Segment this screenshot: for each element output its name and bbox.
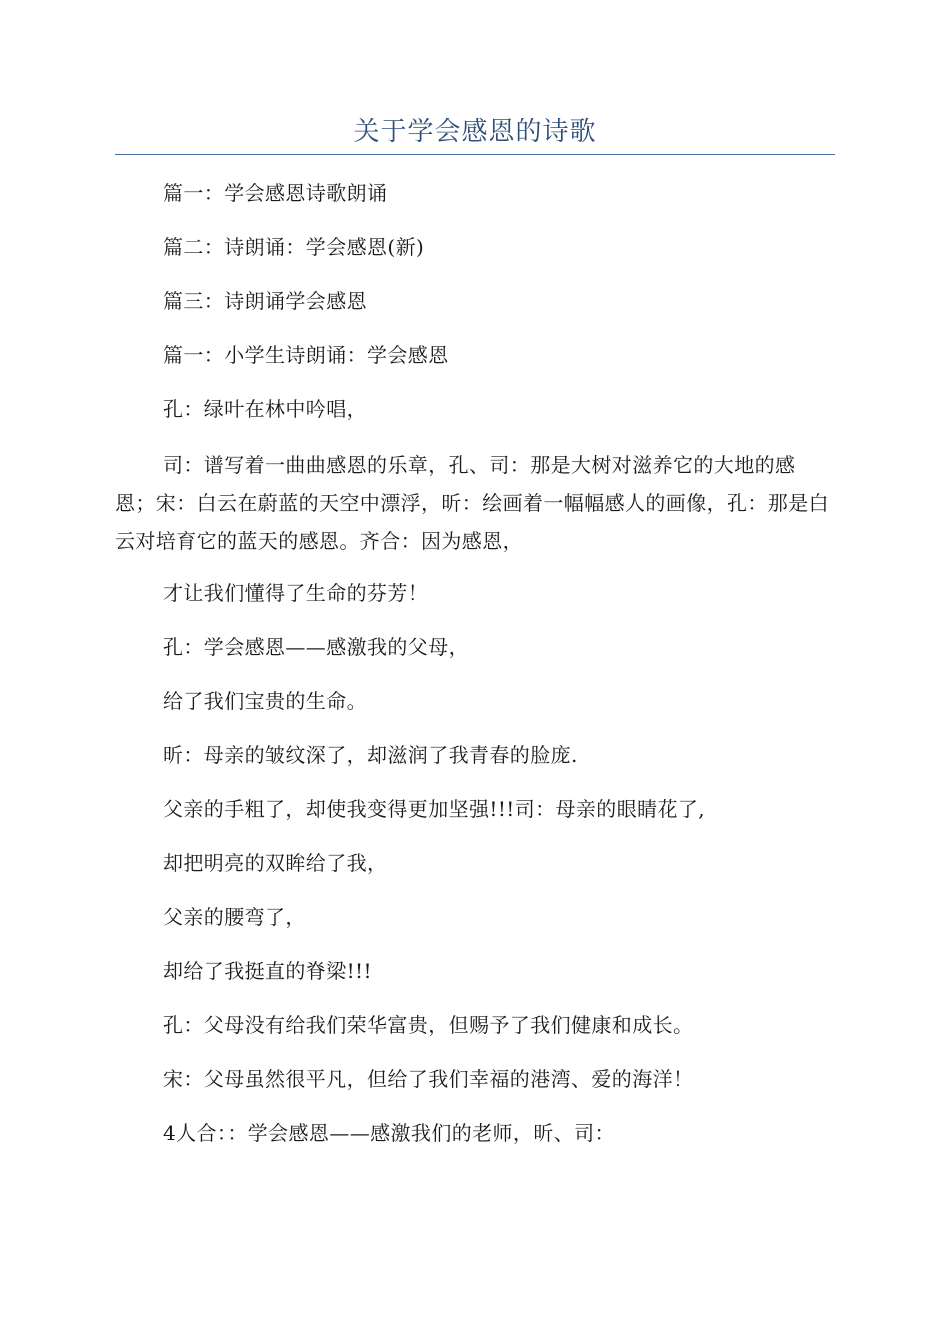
paragraph: 篇二：诗朗诵：学会感恩(新)	[163, 235, 425, 259]
paragraph: 孔：学会感恩——感激我的父母，	[163, 635, 469, 659]
paragraph: 昕：母亲的皱纹深了，却滋润了我青春的脸庞.	[163, 743, 578, 767]
paragraph: 孔：绿叶在林中吟唱，	[163, 397, 367, 421]
paragraph: 却给了我挺直的脊梁!!!	[163, 959, 372, 983]
paragraph: 给了我们宝贵的生命。	[163, 689, 367, 713]
paragraph: 篇一：小学生诗朗诵：学会感恩	[163, 343, 449, 367]
paragraph: 司：谱写着一曲曲感恩的乐章，孔、司：那是大树对滋养它的大地的感恩；宋：白云在蔚蓝的天空中漂浮，昕：绘画着一幅幅感人的画像，孔：那是白云对培育它的蓝天的感恩。齐合：因为感恩，	[115, 453, 829, 553]
paragraph: 却把明亮的双眸给了我，	[163, 851, 388, 875]
paragraph: 父亲的腰弯了，	[163, 905, 306, 929]
document-body	[115, 176, 835, 1170]
paragraph: 孔：父母没有给我们荣华富贵，但赐予了我们健康和成长。	[163, 1013, 694, 1037]
paragraph: 4人合：：学会感恩——感激我们的老师，昕、司：	[163, 1121, 615, 1145]
paragraph: 篇一：学会感恩诗歌朗诵	[163, 181, 388, 205]
paragraph: 父亲的手粗了，却使我变得更加坚强!!!司：母亲的眼睛花了,	[163, 797, 706, 821]
paragraph: 宋：父母虽然很平凡，但给了我们幸福的港湾、爱的海洋！	[163, 1067, 694, 1091]
paragraph: 篇三：诗朗诵学会感恩	[163, 289, 367, 313]
document-title: 关于学会感恩的诗歌	[353, 117, 597, 147]
title-underline	[115, 154, 835, 155]
paragraph: 才让我们懂得了生命的芬芳！	[163, 581, 429, 605]
